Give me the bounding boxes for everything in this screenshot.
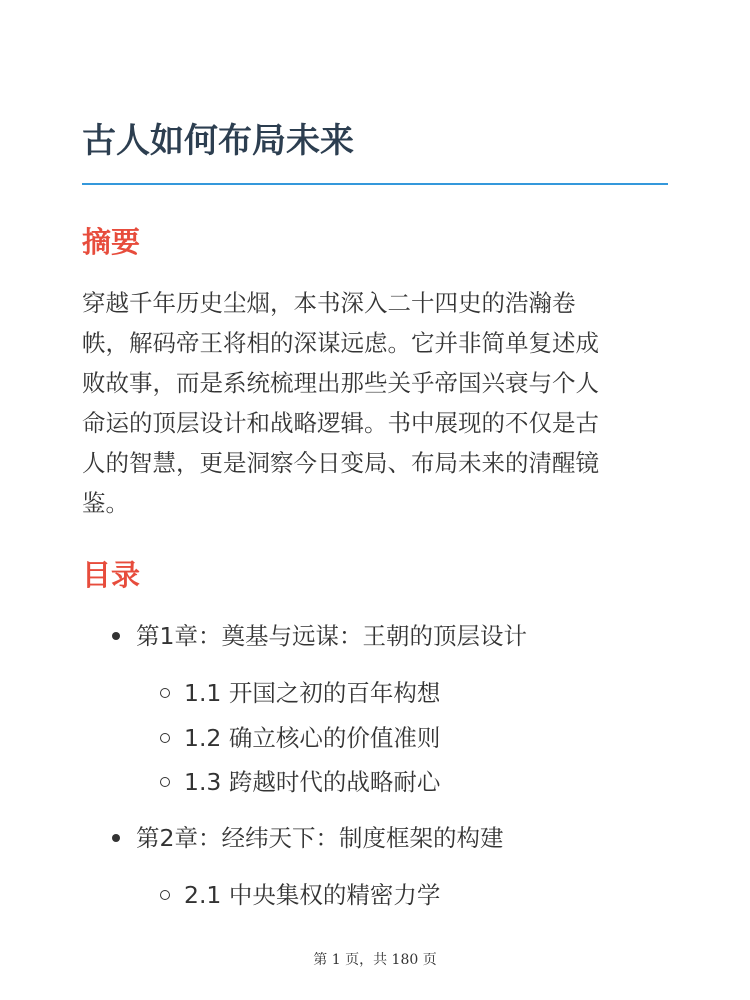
title-divider (82, 183, 668, 185)
abstract-heading: 摘要 (82, 225, 141, 259)
toc-section-1-2[interactable] (160, 722, 440, 754)
abstract-line: 帙，解码帝王将相的深谋远虑。它并非简单复述成 (82, 329, 599, 357)
abstract-line: 败故事，而是系统梳理出那些关乎帝国兴衰与个人 (82, 369, 599, 397)
abstract-paragraph (82, 283, 672, 523)
bullet-circle-icon (160, 688, 170, 698)
abstract-line: 鉴。 (82, 489, 129, 517)
toc-section-label: 1.1 开国之初的百年构想 (184, 679, 441, 707)
bullet-dot-icon (112, 632, 120, 640)
toc-section-1-3[interactable] (160, 766, 440, 798)
toc-section-label: 1.2 确立核心的价值准则 (184, 724, 441, 752)
toc-section-1-1[interactable] (160, 677, 440, 709)
toc-chapter-2[interactable] (112, 822, 503, 854)
bullet-circle-icon (160, 777, 170, 787)
abstract-line: 穿越千年历史尘烟，本书深入二十四史的浩瀚卷 (82, 289, 576, 317)
toc-chapter-label: 第2章：经纬天下：制度框架的构建 (136, 824, 504, 852)
bullet-dot-icon (112, 834, 120, 842)
toc-heading: 目录 (82, 558, 141, 592)
document-title: 古人如何布局未来 (82, 121, 354, 161)
toc-section-label: 2.1 中央集权的精密力学 (184, 881, 441, 909)
toc-chapter-1[interactable] (112, 620, 527, 652)
abstract-line: 命运的顶层设计和战略逻辑。书中展现的不仅是古 (82, 409, 599, 437)
page-number-footer: 第 1 页，共 180 页 (313, 952, 437, 968)
toc-chapter-label: 第1章：奠基与远谋：王朝的顶层设计 (136, 622, 527, 650)
bullet-circle-icon (160, 733, 170, 743)
toc-section-2-1[interactable] (160, 879, 440, 911)
abstract-line: 人的智慧，更是洞察今日变局、布局未来的清醒镜 (82, 449, 599, 477)
bullet-circle-icon (160, 890, 170, 900)
toc-section-label: 1.3 跨越时代的战略耐心 (184, 768, 441, 796)
